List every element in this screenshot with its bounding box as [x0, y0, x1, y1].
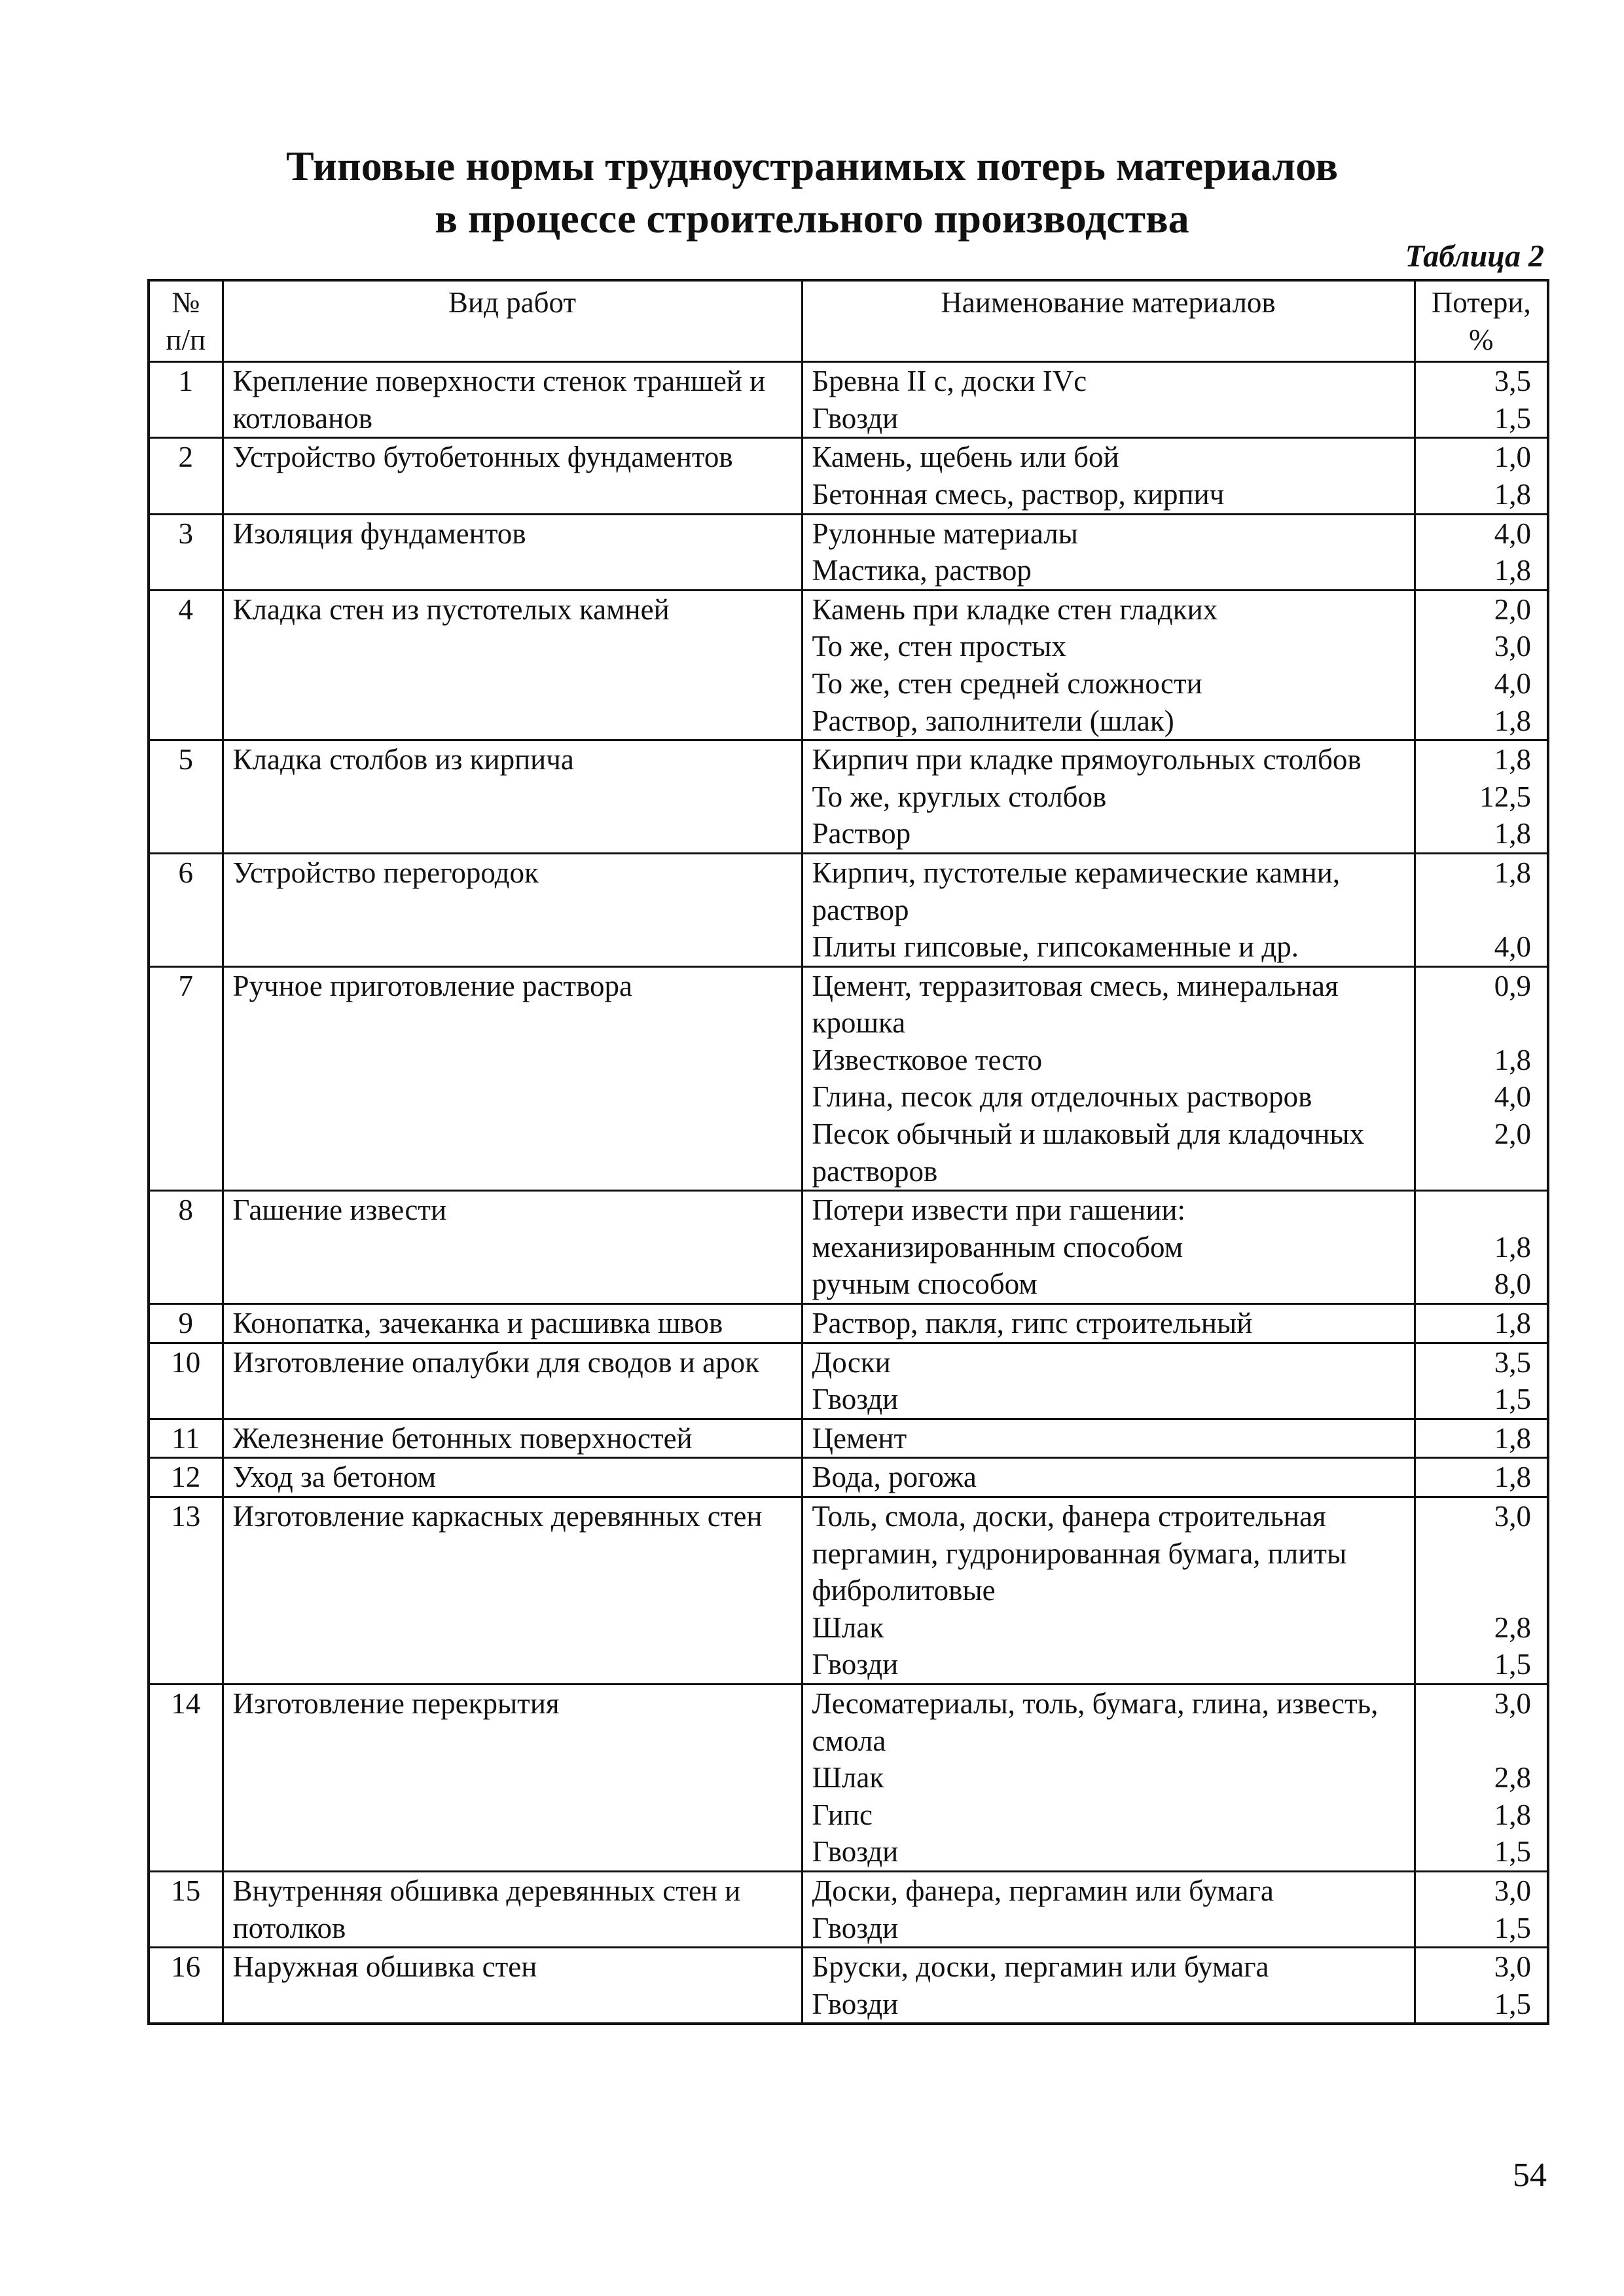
norms-table-container — [147, 279, 1547, 2025]
table-row — [149, 1458, 1548, 1497]
loss-percent: 4,0 — [1415, 665, 1548, 702]
work-type: Конопатка, зачеканка и расшивка швов — [223, 1304, 802, 1343]
loss-percent: 2,0 — [1415, 1116, 1548, 1191]
header-num — [149, 280, 223, 362]
table-row — [149, 1419, 1548, 1458]
material-name: Плиты гипсовые, гипсокаменные и др. — [802, 928, 1415, 966]
material-name: Глина, песок для отделочных растворов — [802, 1078, 1415, 1116]
material-name: Раствор — [802, 815, 1415, 853]
row-number: 3 — [149, 514, 223, 590]
page-number: 54 — [1513, 2157, 1547, 2194]
material-name: Лесоматериалы, толь, бумага, глина, известь, смола — [802, 1684, 1415, 1759]
header-num-line2: п/п — [166, 323, 206, 356]
loss-percent: 1,5 — [1415, 1381, 1548, 1419]
material-name: Гвозди — [802, 1381, 1415, 1419]
material-name: Доски, фанера, пергамин или бумага — [802, 1871, 1415, 1909]
loss-percent: 1,8 — [1415, 1796, 1548, 1834]
loss-percent: 3,0 — [1415, 1684, 1548, 1759]
table-label: Таблица 2 — [1405, 239, 1544, 274]
loss-percent: 4,0 — [1415, 928, 1548, 966]
loss-percent: 3,5 — [1415, 362, 1548, 400]
loss-percent: 1,5 — [1415, 1986, 1548, 2024]
loss-percent: 3,0 — [1415, 628, 1548, 665]
row-number: 9 — [149, 1304, 223, 1343]
loss-percent: 1,0 — [1415, 438, 1548, 476]
material-name: Шлак — [802, 1609, 1415, 1647]
material-name: Потери извести при гашении: — [802, 1191, 1415, 1229]
row-number: 2 — [149, 438, 223, 514]
loss-percent: 1,8 — [1415, 1458, 1548, 1497]
loss-percent: 12,5 — [1415, 778, 1548, 816]
material-name: То же, стен простых — [802, 628, 1415, 665]
material-name: Цемент, терразитовая смесь, минеральная крошка — [802, 966, 1415, 1042]
loss-percent: 0,9 — [1415, 966, 1548, 1042]
table-row — [149, 1871, 1548, 1909]
loss-percent: 2,0 — [1415, 590, 1548, 628]
material-name: Известковое тесто — [802, 1042, 1415, 1079]
loss-percent: 1,8 — [1415, 1229, 1548, 1266]
row-number: 15 — [149, 1871, 223, 1947]
loss-percent — [1415, 1191, 1548, 1229]
row-number: 16 — [149, 1948, 223, 2024]
table-row — [149, 362, 1548, 400]
material-name: механизированным способом — [802, 1229, 1415, 1266]
loss-percent: 1,8 — [1415, 853, 1548, 928]
row-number: 13 — [149, 1497, 223, 1685]
table-row — [149, 1497, 1548, 1609]
material-name: Доски — [802, 1343, 1415, 1381]
row-number: 10 — [149, 1343, 223, 1419]
work-type: Устройство бутобетонных фундаментов — [223, 438, 802, 514]
work-type: Уход за бетоном — [223, 1458, 802, 1497]
material-name: Гипс — [802, 1796, 1415, 1834]
table-row — [149, 1948, 1548, 1986]
loss-percent: 4,0 — [1415, 1078, 1548, 1116]
table-row — [149, 1343, 1548, 1381]
loss-percent: 1,8 — [1415, 815, 1548, 853]
loss-percent: 1,5 — [1415, 1910, 1548, 1948]
norms-table — [147, 279, 1549, 2025]
material-name: Раствор, пакля, гипс строительный — [802, 1304, 1415, 1343]
table-row — [149, 740, 1548, 778]
table-row — [149, 966, 1548, 1042]
header-loss — [1415, 280, 1548, 362]
loss-percent: 1,8 — [1415, 740, 1548, 778]
loss-percent: 1,8 — [1415, 702, 1548, 740]
header-work: Вид работ — [223, 280, 802, 362]
work-type: Кладка столбов из кирпича — [223, 740, 802, 854]
work-type: Устройство перегородок — [223, 853, 802, 966]
loss-percent: 2,8 — [1415, 1609, 1548, 1647]
header-material: Наименование материалов — [802, 280, 1415, 362]
header-row — [149, 280, 1548, 362]
material-name: Песок обычный и шлаковый для кладочных растворов — [802, 1116, 1415, 1191]
header-num-line1: № — [171, 286, 200, 319]
table-row — [149, 514, 1548, 552]
material-name: Гвозди — [802, 400, 1415, 438]
row-number: 8 — [149, 1191, 223, 1304]
row-number: 11 — [149, 1419, 223, 1458]
row-number: 7 — [149, 966, 223, 1191]
loss-percent: 4,0 — [1415, 514, 1548, 552]
material-name: Рулонные материалы — [802, 514, 1415, 552]
material-name: Вода, рогожа — [802, 1458, 1415, 1497]
table-row — [149, 1191, 1548, 1229]
material-name: Гвозди — [802, 1986, 1415, 2024]
material-name: Гвозди — [802, 1646, 1415, 1684]
work-type: Изготовление опалубки для сводов и арок — [223, 1343, 802, 1419]
loss-percent: 1,8 — [1415, 552, 1548, 590]
material-name: Кирпич при кладке прямоугольных столбов — [802, 740, 1415, 778]
work-type: Железнение бетонных поверхностей — [223, 1419, 802, 1458]
loss-percent: 2,8 — [1415, 1759, 1548, 1796]
row-number: 1 — [149, 362, 223, 438]
work-type: Крепление поверхности стенок траншей и котлованов — [223, 362, 802, 438]
work-type: Ручное приготовление раствора — [223, 966, 802, 1191]
table-row — [149, 1304, 1548, 1343]
table-row — [149, 1684, 1548, 1759]
loss-percent: 1,8 — [1415, 1419, 1548, 1458]
loss-percent: 3,5 — [1415, 1343, 1548, 1381]
row-number: 14 — [149, 1684, 223, 1871]
loss-percent: 1,5 — [1415, 400, 1548, 438]
page-subtitle: в процессе строительного производства — [435, 195, 1189, 242]
material-name: Камень, щебень или бой — [802, 438, 1415, 476]
loss-percent: 8,0 — [1415, 1266, 1548, 1303]
loss-percent: 1,8 — [1415, 1042, 1548, 1079]
table-body — [149, 362, 1548, 2024]
material-name: Шлак — [802, 1759, 1415, 1796]
material-name: Цемент — [802, 1419, 1415, 1458]
material-name: Гвозди — [802, 1833, 1415, 1871]
loss-percent: 1,8 — [1415, 1304, 1548, 1343]
loss-percent: 3,0 — [1415, 1948, 1548, 1986]
material-name: Мастика, раствор — [802, 552, 1415, 590]
header-loss-line1: Потери, — [1431, 286, 1531, 319]
work-type: Внутренняя обшивка деревянных стен и потолков — [223, 1871, 802, 1947]
material-name: Толь, смола, доски, фанера строительная пергамин, гудронированная бумага, плиты фибролитовые — [802, 1497, 1415, 1609]
work-type: Кладка стен из пустотелых камней — [223, 590, 802, 740]
loss-percent: 3,0 — [1415, 1497, 1548, 1609]
material-name: Бруски, доски, пергамин или бумага — [802, 1948, 1415, 1986]
material-name: Гвозди — [802, 1910, 1415, 1948]
table-row — [149, 590, 1548, 628]
material-name: ручным способом — [802, 1266, 1415, 1303]
material-name: Бревна II с, доски IVс — [802, 362, 1415, 400]
work-type: Изготовление перекрытия — [223, 1684, 802, 1871]
work-type: Изоляция фундаментов — [223, 514, 802, 590]
work-type: Гашение извести — [223, 1191, 802, 1304]
row-number: 6 — [149, 853, 223, 966]
loss-percent: 1,5 — [1415, 1833, 1548, 1871]
page-title: Типовые нормы трудноустранимых потерь материалов — [285, 143, 1339, 189]
row-number: 12 — [149, 1458, 223, 1497]
row-number: 5 — [149, 740, 223, 854]
work-type: Наружная обшивка стен — [223, 1948, 802, 2024]
material-name: То же, круглых столбов — [802, 778, 1415, 816]
loss-percent: 1,5 — [1415, 1646, 1548, 1684]
loss-percent: 1,8 — [1415, 476, 1548, 514]
row-number: 4 — [149, 590, 223, 740]
material-name: Бетонная смесь, раствор, кирпич — [802, 476, 1415, 514]
table-row — [149, 853, 1548, 928]
material-name: Раствор, заполнители (шлак) — [802, 702, 1415, 740]
table-header — [149, 280, 1548, 362]
work-type: Изготовление каркасных деревянных стен — [223, 1497, 802, 1685]
table-row — [149, 438, 1548, 476]
material-name: Камень при кладке стен гладких — [802, 590, 1415, 628]
loss-percent: 3,0 — [1415, 1871, 1548, 1909]
material-name: Кирпич, пустотелые керамические камни, раствор — [802, 853, 1415, 928]
header-loss-line2: % — [1469, 323, 1494, 356]
material-name: То же, стен средней сложности — [802, 665, 1415, 702]
